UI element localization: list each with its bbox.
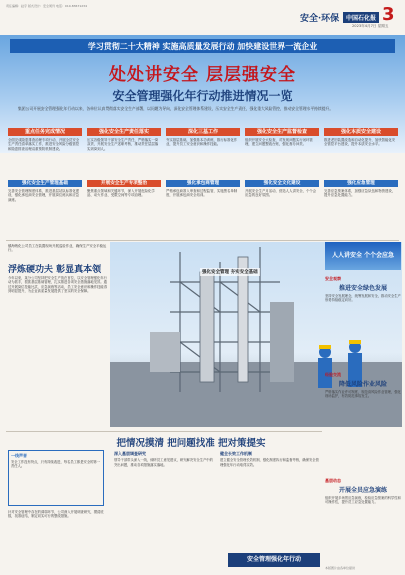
right-panel-block [325, 372, 401, 470]
campaign-logo: 安全管理强化年行动 [228, 553, 320, 567]
quote-text: 安全工作没有终点，只有持续改进，每名员工都是安全的第一责任人。 [11, 460, 101, 469]
bottom-column-subtitle: 健全长效工作机制 [220, 451, 252, 456]
bottom-column [114, 450, 214, 568]
column-text: 全面完成隐患排查治理专项行动，开展全员安全生产责任清单落实工作，推进安全风险分级管控和隐患排查治理双重预防机制建设。 [8, 138, 80, 151]
column-subtitle: 强化安全文化建设 [245, 180, 319, 187]
section-divider [6, 431, 322, 432]
block-title: 推进安全绿色发展 [338, 285, 387, 292]
summary-column [166, 128, 240, 240]
column-subtitle: 强化承包商管理 [166, 180, 240, 187]
right-panel-block [325, 478, 401, 575]
sub-headline: 安全管理强化年行动推进情况一览 [112, 89, 293, 103]
column-text: 组织开展安全大检查，对发现问题实行闭环管理，建立问题整改台账，强化督办问责。 [245, 138, 313, 147]
footer-note: 本版图片由各单位提供 [325, 566, 356, 570]
photo-side-caption: 镇海炼化公司员工在装置现场开展巡检作业，确保生产安全平稳运行。 [8, 244, 107, 253]
column-text: 压实各级领导干部安全生产责任，严格落实一岗双责，开展安全生产述职考核，推动责任层层落实到岗到人。 [87, 138, 159, 151]
header-meta: 责任编辑：赵宇 版式设计：安全周刊 电话：010-83671234 [6, 4, 87, 8]
right-panel-title: 人人讲安全 个个会应急 [331, 252, 395, 259]
banner-strip-text: 学习贯彻二十大精神 实施高质量发展行动 加快建设世界一流企业 [87, 41, 318, 51]
block-title: 降低风险作业风险 [338, 381, 387, 388]
summary-column [87, 128, 161, 240]
column-subtext: 完善应急预案体系，加强应急队伍和物资建设，提升应急处置能力。 [324, 189, 396, 198]
summary-column [324, 128, 398, 240]
column-text: 推进老旧装置改造和自动化提升，加快智能化安全管控平台建设，提升本质安全水平。 [324, 138, 396, 147]
column-title: 深化三基工作 [166, 128, 240, 136]
column-subtext: 开展安全生产月活动，营造人人讲安全、个个会应急的良好氛围。 [245, 189, 317, 198]
right-panel [325, 242, 401, 572]
bottom-column: 针对安全管理中存在的薄弱环节，公司深入开展调查研究，摸清底数，找准症结，制定切实可行的整改措施。 [8, 510, 104, 519]
main-headline: 处处讲安全 层层强安全 [109, 65, 296, 85]
summary-column [8, 128, 82, 240]
section-title: 安全·环保 [300, 14, 340, 24]
issue-date: 2023年4月7日 星期五 [352, 24, 389, 28]
quote-box [8, 450, 104, 506]
block-title: 开展全员应急演练 [338, 487, 387, 494]
right-panel-block [325, 276, 401, 364]
quote-title: 一线声音 [11, 453, 27, 458]
bottom-column-subtitle: 深入基层调查研究 [114, 451, 146, 456]
column-title: 强化本质安全建设 [324, 128, 398, 136]
block-text: 坚持安全发展理念，统筹发展和安全，推动安全生产形势持续稳定向好。 [325, 294, 401, 303]
block-label: 安全观察 [325, 276, 341, 281]
block-text: 组织开展多场景应急演练，检验应急预案的科学性和可操作性，提升员工应急处置能力。 [325, 496, 401, 505]
column-title: 重点任务完成情况 [8, 128, 82, 136]
bottom-headline: 把情况摸清 把问题找准 把对策提实 [116, 438, 266, 449]
bottom-column-text: 领导干部带头深入一线，倾听员工意见建议，研究解决安全生产中的突出问题，推动各项措施落实落地。 [114, 458, 213, 467]
column-subtitle: 强化应急管理 [324, 180, 398, 187]
column-title: 强化安全生产监督检查 [245, 128, 319, 136]
summary-column [245, 128, 319, 240]
column-subtitle: 强化安全生产管理基础 [8, 180, 82, 187]
intro-paragraph: 集团公司开展安全管理强化年行动以来，各单位认真贯彻落实安全生产部署，以问题为导向，深化安全管理体系建设，压实安全生产责任，强化重大风险管控，推动安全管理水平持续提升。 [18, 106, 334, 111]
column-subtext: 完善安全管理制度体系，推进基层站队标准化建设，强化承包商安全管理，开展岗位练兵和应急演练。 [8, 189, 80, 202]
left-article-text: 今年以来，某分公司坚持把安全生产放在首位，以安全管理强化年行动为抓手，狠抓基层基础管理，扎实推进各项安全措施落地见效。通过开展岗位技能比武、应急演练等活动，员工安全意识和操作技能得到明显提升，为企业高质量发展提供了坚实的安全保障。 [8, 276, 107, 293]
block-label: 经验交流 [325, 372, 341, 377]
page-number: 3 [382, 4, 395, 25]
bottom-column [220, 450, 320, 548]
summary-columns [8, 128, 398, 240]
section-divider [6, 240, 399, 241]
column-title: 强化安全生产责任落实 [87, 128, 161, 136]
paper-name: 中国石化报 [343, 12, 379, 23]
bottom-column-text: 建立健全安全管理长效机制，强化制度执行和监督考核，确保安全管理强化年行动取得实效。 [220, 458, 319, 467]
column-subtext: 聚焦重点领域和关键环节，深入开展危险化学品、动火作业、受限空间等专项治理。 [87, 189, 155, 198]
banner-strip [10, 39, 395, 53]
photo-caption: 强化安全管理 夯实安全基础 [202, 270, 258, 275]
right-panel-header [325, 242, 401, 270]
left-article-headline: 浮炼硬功夫 彰显真本领 [8, 265, 102, 275]
column-text: 夯实基层基础，加强基本功训练，推行标准化作业，提升员工安全意识和操作技能。 [166, 138, 238, 147]
column-subtitle: 开展安全生产专项整治 [87, 180, 161, 187]
column-subtext: 严格承包商准入审查和过程监管，实施黑名单制度，开展承包商安全培训。 [166, 189, 238, 198]
block-text: 严格落实作业许可制度，规范高风险作业管理，强化现场监护，有效防范事故发生。 [325, 390, 401, 399]
block-label: 基层动态 [325, 478, 341, 483]
